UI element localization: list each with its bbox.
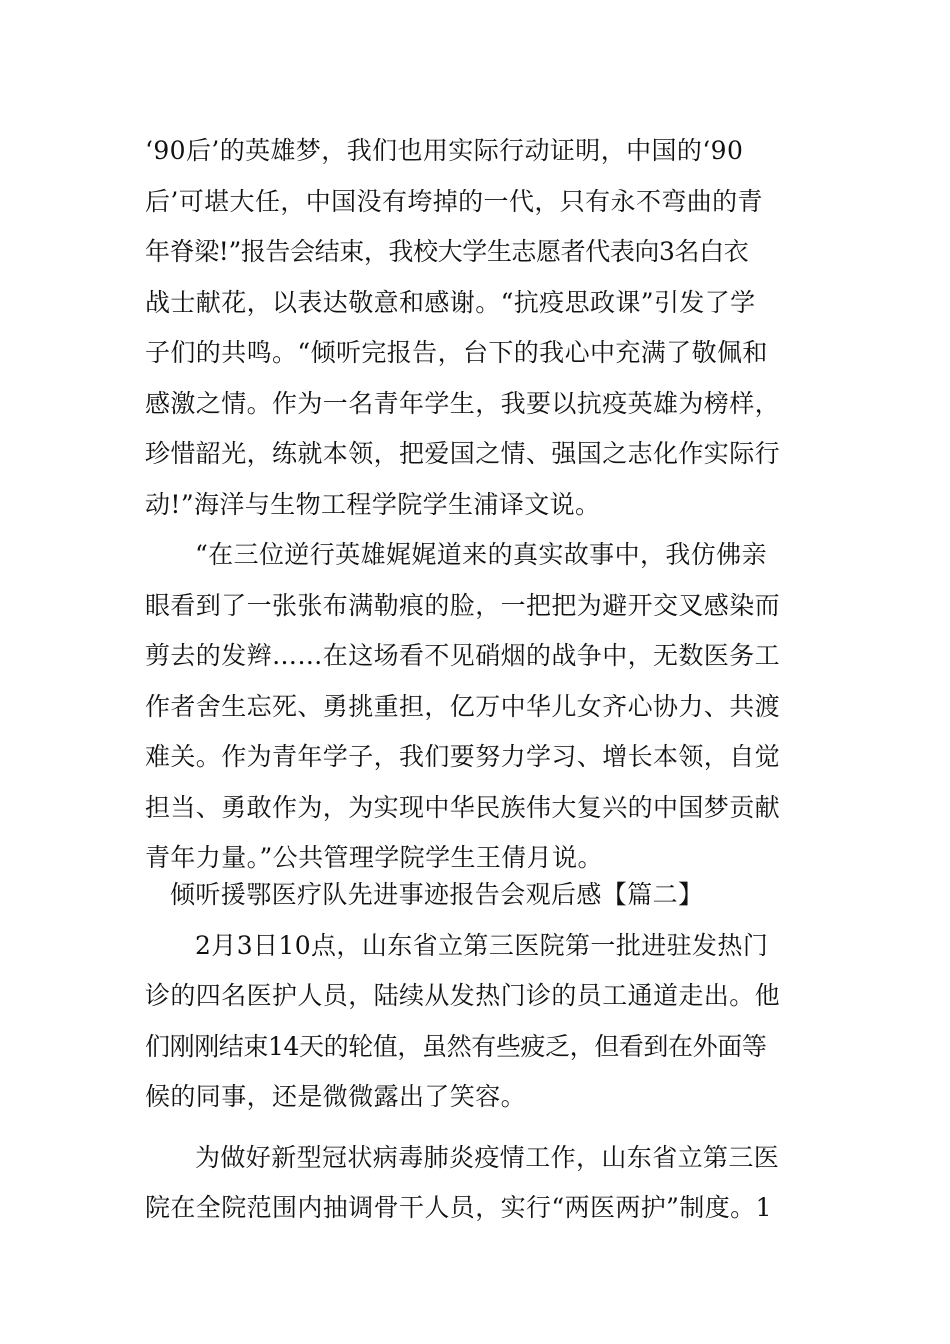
text-line: 剪去的发辫……在这场看不见硝烟的战争中，无数医务工 <box>145 641 781 670</box>
text-line: 动!”海洋与生物工程学院学生浦译文说。 <box>145 490 601 519</box>
paragraph-first-line: “在三位逆行英雄娓娓道来的真实故事中，我仿佛亲 <box>195 540 767 569</box>
text-line: 院在全院范围内抽调骨干人员，实行“两医两护”制度。1 <box>145 1193 772 1222</box>
paragraph-first-line: 2月3日10点，山东省立第三医院第一批进驻发热门 <box>195 931 769 960</box>
text-line: 诊的四名医护人员，陆续从发热门诊的员工通道走出。他 <box>145 981 781 1010</box>
text-line: 眼看到了一张张布满勒痕的脸，一把把为避开交叉感染而 <box>145 591 781 620</box>
text-line: 战士献花，以表达敬意和感谢。“抗疫思政课”引发了学 <box>145 288 756 317</box>
text-line: 候的同事，还是微微露出了笑容。 <box>145 1082 527 1111</box>
paragraph-first-line: 为做好新型冠状病毒肺炎疫情工作，山东省立第三医 <box>195 1143 780 1172</box>
text-line: 们刚刚结束14天的轮值，虽然有些疲乏，但看到在外面等 <box>145 1032 767 1061</box>
text-line: 子们的共鸣。“倾听完报告，台下的我心中充满了敬佩和 <box>145 338 768 367</box>
text-line: 年脊梁!”报告会结束，我校大学生志愿者代表向3名白衣 <box>145 237 749 266</box>
text-line: 难关。作为青年学子，我们要努力学习、增长本领，自觉 <box>145 742 781 771</box>
text-line: 作者舍生忘死、勇挑重担，亿万中华儿女齐心协力、共渡 <box>145 692 781 721</box>
text-line: 珍惜韶光，练就本领，把爱国之情、强国之志化作实际行 <box>145 439 781 468</box>
text-line: 青年力量。”公共管理学院学生王倩月说。 <box>145 843 603 872</box>
text-line: 担当、勇敢作为，为实现中华民族伟大复兴的中国梦贡献 <box>145 793 781 822</box>
section-heading: 倾听援鄂医疗队先进事迹报告会观后感【篇二】 <box>170 880 704 909</box>
text-line: ‘90后’的英雄梦，我们也用实际行动证明，中国的‘90 <box>145 136 744 165</box>
text-line: 后’可堪大任，中国没有垮掉的一代，只有永不弯曲的青 <box>145 187 763 216</box>
text-line: 感激之情。作为一名青年学生，我要以抗疫英雄为榜样， <box>145 389 781 418</box>
